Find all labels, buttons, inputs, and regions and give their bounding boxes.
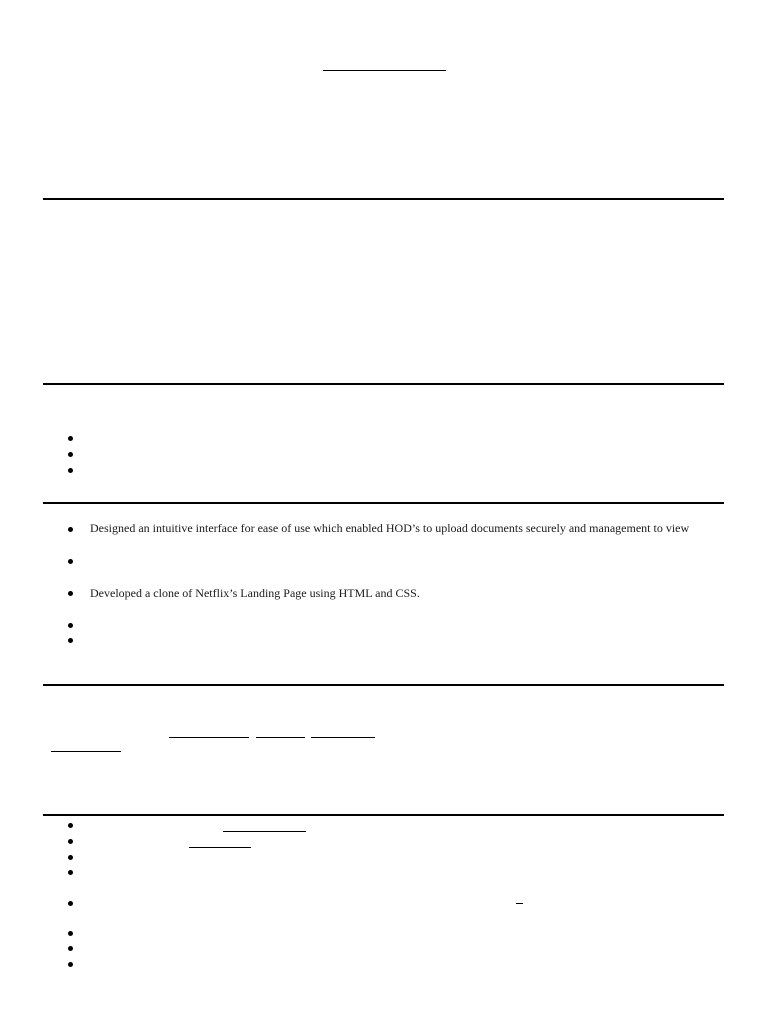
link-underline[interactable]: [311, 737, 375, 738]
project-item-1-text: Designed an intuitive interface for ease of use which enabled HOD’s to upload documents securely and management to view: [90, 521, 690, 535]
section-divider-2: [43, 383, 724, 385]
link-underline[interactable]: [51, 751, 121, 752]
section-divider-3: [43, 502, 724, 504]
link-underline[interactable]: [223, 831, 306, 832]
list-item-bullet: [68, 855, 73, 860]
link-underline[interactable]: [256, 737, 305, 738]
project-item-3-text: Developed a clone of Netflix’s Landing Page using HTML and CSS.: [90, 586, 420, 600]
list-item-bullet: [68, 623, 73, 628]
link-underline[interactable]: [169, 737, 249, 738]
list-item-bullet: [68, 931, 73, 936]
title-underline: [323, 70, 446, 71]
list-item-bullet: [68, 527, 73, 532]
list-item-bullet: [68, 823, 73, 828]
link-underline[interactable]: [189, 847, 251, 848]
list-item-bullet: [68, 962, 73, 967]
list-item-bullet: [68, 638, 73, 643]
list-item-bullet: [68, 901, 73, 906]
section-divider-5: [43, 814, 724, 816]
list-item-bullet: [68, 559, 73, 564]
list-item-bullet: [68, 468, 73, 473]
section-divider-4: [43, 684, 724, 686]
dash-mark: [516, 903, 523, 904]
list-item-bullet: [68, 839, 73, 844]
list-item-bullet: [68, 946, 73, 951]
list-item-bullet: [68, 436, 73, 441]
section-divider-1: [43, 198, 724, 200]
list-item-bullet: [68, 870, 73, 875]
list-item-bullet: [68, 591, 73, 596]
list-item-bullet: [68, 452, 73, 457]
